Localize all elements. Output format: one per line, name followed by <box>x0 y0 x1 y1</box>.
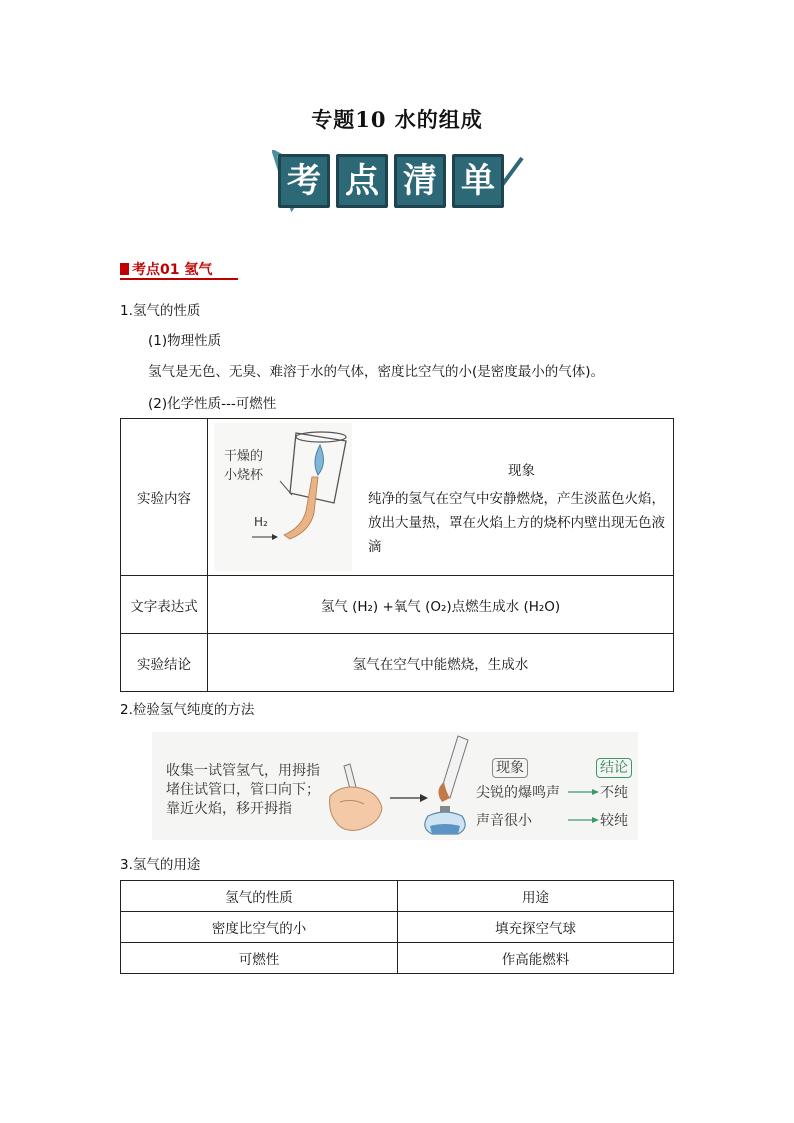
table-row <box>121 912 674 943</box>
figure-label-cup-2: 小烧杯 <box>224 468 264 483</box>
experiment-conclusion: 氢气在空气中能燃烧，生成水 <box>208 634 674 692</box>
cell-use: 作高能燃料 <box>398 943 674 974</box>
section-marker-icon <box>120 263 129 275</box>
section-underline <box>120 278 238 280</box>
phenomenon-header: 现象 <box>492 758 528 778</box>
row-label-conclusion: 实验结论 <box>121 634 208 692</box>
section-label: 考点01 氢气 <box>132 262 213 278</box>
item-2: 2.检验氢气纯度的方法 <box>120 702 255 718</box>
phenomenon-text: 纯净的氢气在空气中安静燃烧，产生淡蓝色火焰，放出大量热，罩在火焰上方的烧杯内壁出现无色液滴 <box>368 491 665 555</box>
banner-char-3: 清 <box>394 154 446 208</box>
header-use: 用途 <box>398 881 674 912</box>
uses-table <box>120 880 674 974</box>
word-equation: 氢气 (H₂) +氧气 (O₂)点燃生成水 (H₂O) <box>208 576 674 634</box>
cell-property: 可燃性 <box>121 943 398 974</box>
banner-char-2: 点 <box>336 154 388 208</box>
page-title: 专题10 水的组成 <box>311 107 483 132</box>
banner-char-1: 考 <box>278 154 330 208</box>
banner <box>272 150 524 214</box>
conclusion-header: 结论 <box>596 758 632 778</box>
conclusion-1: 不纯 <box>600 785 628 801</box>
experiment-table <box>120 418 674 692</box>
purity-test-drawing <box>152 732 638 840</box>
item-1: 1.氢气的性质 <box>120 303 201 319</box>
burning-figure <box>214 423 352 571</box>
item-1-1: (1)物理性质 <box>148 333 222 349</box>
item-1-1-text: 氢气是无色、无臭、难溶于水的气体，密度比空气的小(是密度最小的气体)。 <box>148 364 605 380</box>
banner-char-4: 单 <box>452 154 504 208</box>
figure-label-cup-1: 干燥的 <box>224 449 264 464</box>
table-row <box>121 881 674 912</box>
row-label-equation: 文字表达式 <box>121 576 208 634</box>
cell-property: 密度比空气的小 <box>121 912 398 943</box>
step-line-2: 堵住试管口，管口向下； <box>166 782 320 798</box>
figure-label-gas: H₂ <box>254 515 268 529</box>
step-line-3: 靠近火焰，移开拇指 <box>166 801 292 817</box>
purity-test-figure <box>152 732 638 840</box>
cell-use: 填充探空气球 <box>398 912 674 943</box>
step-line-1: 收集一试管氢气，用拇指 <box>166 763 320 779</box>
section-heading <box>120 259 212 279</box>
result-2: 声音很小 <box>476 813 532 829</box>
row-label-content: 实验内容 <box>121 419 208 576</box>
experiment-content-cell <box>208 419 674 576</box>
result-1: 尖锐的爆鸣声 <box>476 785 560 801</box>
header-property: 氢气的性质 <box>121 881 398 912</box>
phenomenon-title: 现象 <box>508 463 535 479</box>
beaker-flame-drawing <box>214 423 352 571</box>
conclusion-2: 较纯 <box>600 813 628 829</box>
item-1-2: (2)化学性质---可燃性 <box>148 396 277 412</box>
item-3: 3.氢气的用途 <box>120 857 201 873</box>
table-row <box>121 943 674 974</box>
